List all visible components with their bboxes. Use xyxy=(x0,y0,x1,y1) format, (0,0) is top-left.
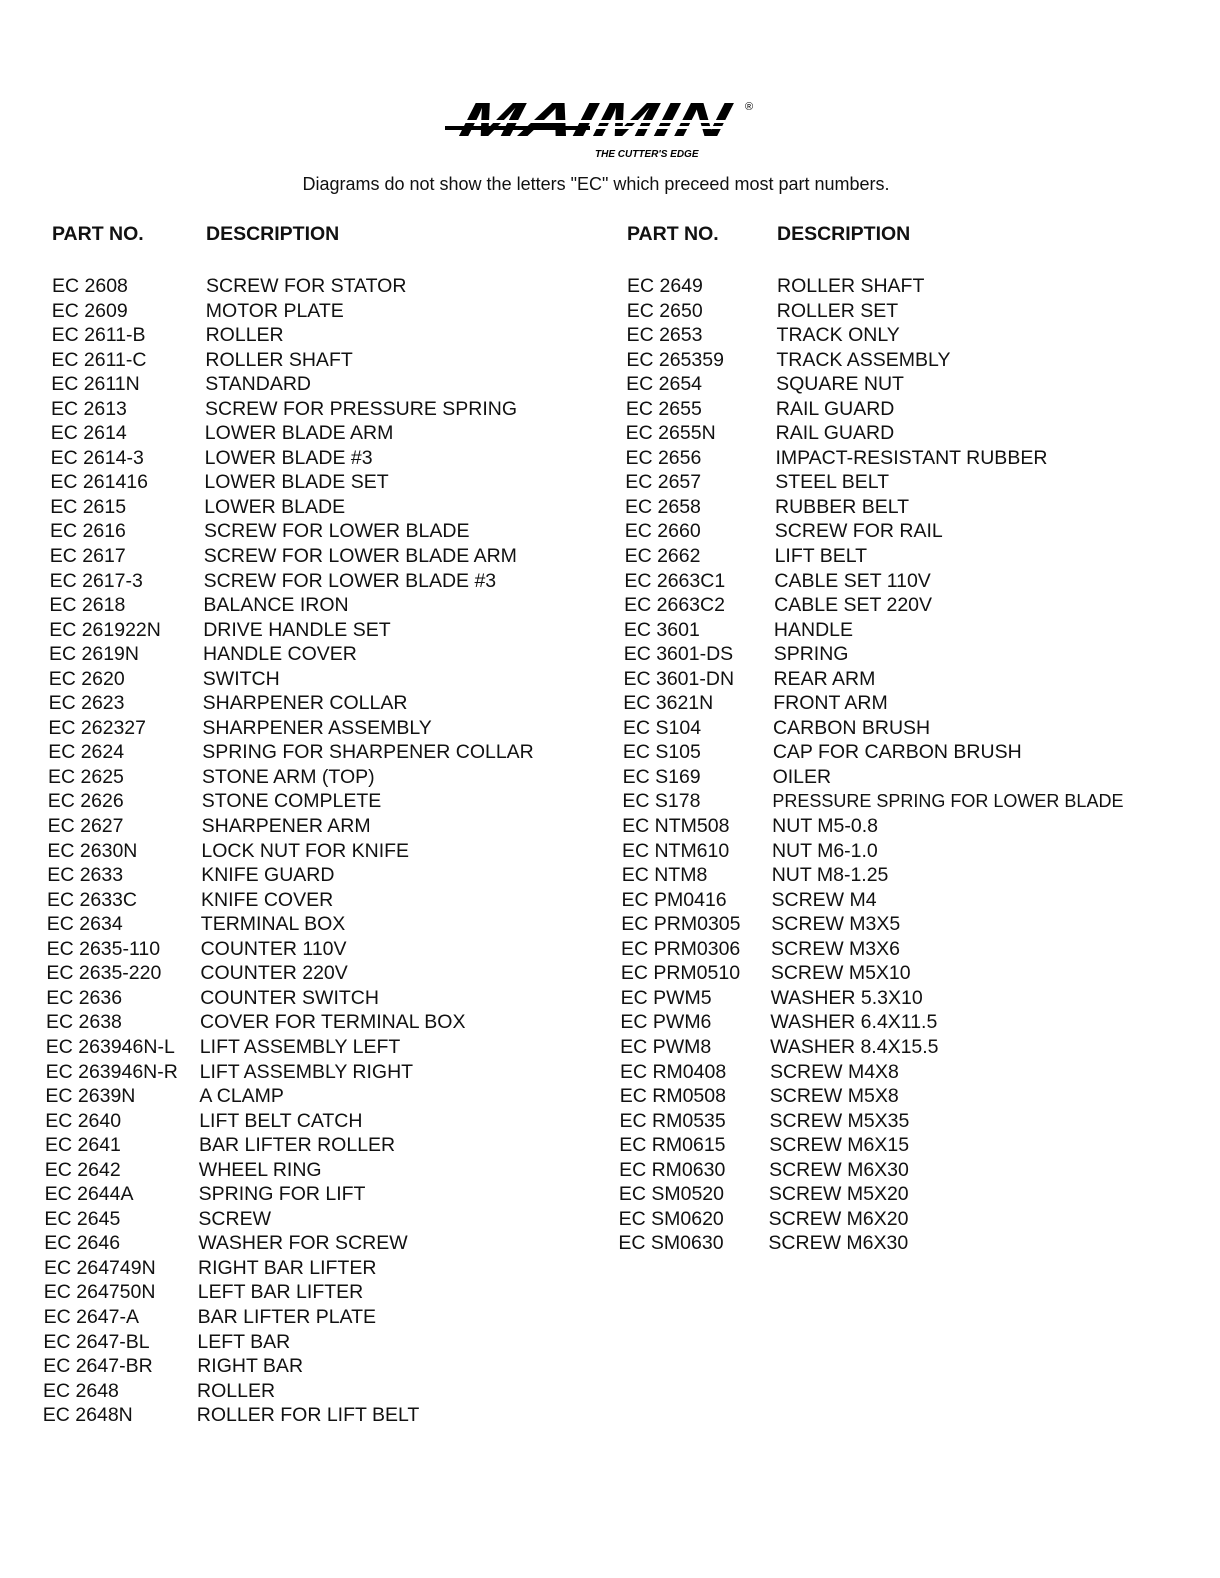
part-row xyxy=(626,372,1206,397)
part-number: EC 2640 xyxy=(45,1109,122,1132)
part-description: SPRING FOR LIFT xyxy=(198,1183,366,1206)
part-description: SCREW M6X15 xyxy=(769,1134,910,1157)
part-description: RAIL GUARD xyxy=(775,422,895,445)
part-description: LIFT ASSEMBLY RIGHT xyxy=(199,1060,414,1083)
part-description: BALANCE IRON xyxy=(203,594,349,617)
logo-tagline: THE CUTTER'S EDGE xyxy=(595,149,699,160)
part-number: EC NTM8 xyxy=(621,864,708,887)
part-row xyxy=(48,740,608,765)
part-description: HANDLE xyxy=(773,618,854,641)
part-row xyxy=(49,618,609,643)
part-description: SCREW xyxy=(198,1207,271,1230)
part-description: RIGHT BAR xyxy=(197,1355,304,1378)
part-row xyxy=(621,961,1201,986)
part-number: EC 2623 xyxy=(48,692,125,715)
part-number: EC S105 xyxy=(622,741,701,764)
part-number: EC 264750N xyxy=(43,1281,156,1304)
part-description: ROLLER SHAFT xyxy=(205,348,353,371)
part-description: LOWER BLADE xyxy=(204,495,346,518)
part-description: CARBON BRUSH xyxy=(773,716,931,739)
part-row xyxy=(627,299,1207,324)
part-row xyxy=(49,593,609,618)
part-number: EC 2617-3 xyxy=(49,569,143,592)
part-description: BAR LIFTER PLATE xyxy=(197,1305,377,1328)
part-row xyxy=(623,716,1203,741)
part-row xyxy=(52,323,612,348)
part-number: EC 263946N-R xyxy=(45,1060,178,1083)
maimin-logo xyxy=(445,92,765,162)
part-number: EC 2625 xyxy=(48,765,124,788)
part-row xyxy=(624,569,1204,594)
part-description: SHARPENER COLLAR xyxy=(202,692,408,715)
part-number: EC 2645 xyxy=(44,1207,121,1230)
part-description: COVER FOR TERMINAL BOX xyxy=(200,1011,466,1034)
part-description: TERMINAL BOX xyxy=(200,913,346,936)
part-description: LIFT BELT CATCH xyxy=(199,1109,363,1132)
part-number: EC 2624 xyxy=(48,741,125,764)
part-row xyxy=(47,937,607,962)
part-number: EC 2627 xyxy=(47,815,124,838)
part-description: SCREW M4X8 xyxy=(769,1060,899,1083)
part-description: WASHER FOR SCREW xyxy=(198,1232,408,1255)
part-description: RIGHT BAR LIFTER xyxy=(198,1256,377,1279)
parts-column-left xyxy=(42,222,612,1428)
part-description: WASHER 6.4X11.5 xyxy=(770,1011,938,1034)
part-description: SPRING FOR SHARPENER COLLAR xyxy=(202,741,534,764)
part-row xyxy=(48,716,608,741)
part-description: RUBBER BELT xyxy=(775,495,910,518)
part-description: FRONT ARM xyxy=(773,692,888,715)
part-number: EC 2616 xyxy=(50,520,126,543)
part-row xyxy=(623,691,1203,716)
part-number: EC 2608 xyxy=(52,275,128,297)
part-row xyxy=(45,1084,605,1109)
part-row xyxy=(44,1280,604,1305)
part-number: EC 2657 xyxy=(625,471,702,494)
part-row xyxy=(623,765,1203,790)
part-number: EC 2655 xyxy=(625,397,702,420)
description-header: DESCRIPTION xyxy=(206,223,340,245)
part-description: SCREW FOR LOWER BLADE xyxy=(204,520,470,543)
part-row xyxy=(626,348,1206,373)
part-description: SCREW FOR PRESSURE SPRING xyxy=(205,397,518,420)
part-number: EC 2642 xyxy=(44,1158,121,1181)
part-row xyxy=(625,544,1205,569)
part-description: SCREW M5X8 xyxy=(769,1085,899,1108)
part-row xyxy=(620,1084,1200,1109)
part-number: EC 2647-BR xyxy=(43,1355,153,1378)
part-row xyxy=(51,348,611,373)
part-row xyxy=(623,667,1203,692)
part-number: EC 2639N xyxy=(45,1085,136,1108)
part-row xyxy=(622,863,1202,888)
part-row xyxy=(621,937,1201,962)
part-row xyxy=(43,1379,603,1404)
part-description: STANDARD xyxy=(205,373,312,396)
part-description: SCREW FOR STATOR xyxy=(206,275,407,297)
description-header: DESCRIPTION xyxy=(777,223,911,245)
part-row xyxy=(625,446,1205,471)
part-row xyxy=(51,421,611,446)
part-row xyxy=(45,1182,605,1207)
part-number: EC S169 xyxy=(622,765,701,788)
part-row xyxy=(49,642,609,667)
part-number: EC 261416 xyxy=(50,471,148,494)
part-number: EC 2611N xyxy=(51,373,140,396)
part-number: EC 2620 xyxy=(48,667,125,690)
column-headers xyxy=(627,222,1207,274)
part-description: RAIL GUARD xyxy=(775,397,895,420)
part-description: ROLLER FOR LIFT BELT xyxy=(196,1404,420,1427)
part-row xyxy=(43,1330,603,1355)
part-description: SCREW M5X10 xyxy=(770,962,911,985)
part-row xyxy=(46,1010,606,1035)
part-row xyxy=(44,1305,604,1330)
part-description: SPRING xyxy=(773,643,849,666)
part-row xyxy=(48,814,608,839)
part-number: EC 2609 xyxy=(51,299,128,322)
column-headers xyxy=(52,222,612,274)
part-no-header: PART NO. xyxy=(52,223,144,245)
part-number: EC 2646 xyxy=(44,1232,121,1255)
part-row xyxy=(625,519,1205,544)
part-number: EC PRM0305 xyxy=(621,913,741,936)
part-row xyxy=(621,912,1201,937)
part-row xyxy=(47,888,607,913)
part-description: CABLE SET 220V xyxy=(774,594,933,617)
part-description: ROLLER SHAFT xyxy=(777,275,925,297)
part-number: EC 2663C2 xyxy=(624,594,725,617)
part-no-header: PART NO. xyxy=(627,223,719,245)
part-description: NUT M5-0.8 xyxy=(772,815,879,838)
part-row xyxy=(622,839,1202,864)
part-row xyxy=(623,740,1203,765)
part-row xyxy=(622,789,1202,814)
part-number: EC 2617 xyxy=(49,545,126,568)
part-row xyxy=(46,1060,606,1085)
part-description: BAR LIFTER ROLLER xyxy=(199,1134,396,1157)
part-row xyxy=(622,888,1202,913)
part-number: EC PRM0510 xyxy=(620,962,741,985)
part-number: EC 2635-220 xyxy=(46,962,162,985)
part-row xyxy=(627,274,1207,299)
part-row xyxy=(52,274,612,299)
part-number: EC RM0408 xyxy=(619,1060,727,1083)
part-row xyxy=(50,519,610,544)
part-description: ROLLER SET xyxy=(776,299,899,322)
part-row xyxy=(49,667,609,692)
part-row xyxy=(43,1354,603,1379)
part-row xyxy=(46,986,606,1011)
part-description: WASHER 8.4X15.5 xyxy=(770,1035,939,1058)
part-number: EC 3621N xyxy=(623,692,714,715)
part-row xyxy=(625,495,1205,520)
part-row xyxy=(625,470,1205,495)
part-number: EC 2649 xyxy=(627,275,703,297)
part-description: SCREW FOR LOWER BLADE #3 xyxy=(203,569,497,592)
part-number: EC 2647-BL xyxy=(43,1330,150,1353)
part-row xyxy=(50,470,610,495)
part-number: EC PWM8 xyxy=(620,1035,712,1058)
part-description: SCREW M6X30 xyxy=(768,1232,909,1255)
part-number: EC 3601-DN xyxy=(623,667,735,690)
part-description: SCREW M3X5 xyxy=(771,913,901,936)
part-description: REAR ARM xyxy=(773,667,876,690)
part-row xyxy=(44,1231,604,1256)
part-description: STEEL BELT xyxy=(775,471,890,494)
part-number: EC 262327 xyxy=(48,716,146,739)
part-number: EC 2653 xyxy=(626,324,703,347)
part-number: EC RM0630 xyxy=(619,1158,726,1181)
part-description: CAP FOR CARBON BRUSH xyxy=(772,741,1022,764)
part-description: CABLE SET 110V xyxy=(774,569,931,592)
part-row xyxy=(619,1207,1199,1232)
part-number: EC 2633C xyxy=(47,888,137,911)
part-description: STONE COMPLETE xyxy=(201,790,382,813)
part-number: EC RM0615 xyxy=(619,1134,726,1157)
part-number: EC 2611-C xyxy=(51,348,147,371)
part-row xyxy=(620,1035,1200,1060)
part-description: LIFT BELT xyxy=(774,545,868,568)
part-number: EC 2611-B xyxy=(51,324,146,347)
part-description: WASHER 5.3X10 xyxy=(770,986,923,1009)
part-number: EC PRM0306 xyxy=(621,937,741,960)
part-number: EC SM0630 xyxy=(618,1232,724,1255)
part-row xyxy=(619,1158,1199,1183)
part-number: EC 2654 xyxy=(626,373,703,396)
part-row xyxy=(48,765,608,790)
part-number: EC S104 xyxy=(623,716,702,739)
part-description: KNIFE GUARD xyxy=(201,864,335,887)
part-number: EC 2650 xyxy=(626,299,703,322)
part-description: LOCK NUT FOR KNIFE xyxy=(201,839,410,862)
part-description: DRIVE HANDLE SET xyxy=(203,618,391,641)
part-number: EC 263946N-L xyxy=(45,1035,175,1058)
part-description: COUNTER SWITCH xyxy=(200,986,379,1009)
part-description: SCREW M6X20 xyxy=(768,1207,909,1230)
part-description: ROLLER xyxy=(197,1379,276,1402)
part-description: WHEEL RING xyxy=(198,1158,322,1181)
part-number: EC 2638 xyxy=(46,1011,122,1034)
part-number: EC 2619N xyxy=(49,643,139,666)
part-number: EC 2635-110 xyxy=(46,937,161,960)
part-number: EC PM0416 xyxy=(621,888,727,911)
part-description: SCREW FOR LOWER BLADE ARM xyxy=(203,545,517,568)
part-number: EC 2662 xyxy=(624,545,701,568)
part-row xyxy=(47,839,607,864)
part-number: EC 2636 xyxy=(46,986,123,1009)
part-description: SCREW M6X30 xyxy=(769,1158,909,1181)
part-row xyxy=(51,372,611,397)
part-row xyxy=(46,1035,606,1060)
part-description: NUT M8-1.25 xyxy=(771,864,889,887)
part-number: EC NTM610 xyxy=(621,839,730,862)
part-number: EC 2618 xyxy=(49,594,126,617)
part-number: EC 2614-3 xyxy=(50,446,144,469)
registered-mark: ® xyxy=(745,101,754,113)
part-row xyxy=(622,814,1202,839)
part-description: TRACK ONLY xyxy=(776,324,900,347)
part-row xyxy=(619,1182,1199,1207)
part-row xyxy=(620,1010,1200,1035)
part-number: EC 2633 xyxy=(47,864,124,887)
part-row xyxy=(46,961,606,986)
part-row xyxy=(620,1109,1200,1134)
part-number: EC SM0620 xyxy=(618,1207,724,1230)
part-number: EC PWM5 xyxy=(620,986,712,1009)
part-row xyxy=(44,1207,604,1232)
part-number: EC NTM508 xyxy=(622,815,730,838)
part-row xyxy=(43,1403,603,1428)
part-number: EC S178 xyxy=(622,790,701,813)
part-number: EC PWM6 xyxy=(620,1011,712,1034)
part-description: LEFT BAR LIFTER xyxy=(197,1281,364,1304)
part-description: PRESSURE SPRING FOR LOWER BLADE xyxy=(772,791,1124,812)
part-description: LOWER BLADE SET xyxy=(204,471,389,494)
part-number: EC 2626 xyxy=(47,790,124,813)
part-row xyxy=(626,397,1206,422)
part-row xyxy=(50,569,610,594)
part-description: TRACK ASSEMBLY xyxy=(776,348,951,371)
part-row xyxy=(620,1060,1200,1085)
part-number: EC 264749N xyxy=(44,1256,156,1279)
part-row xyxy=(44,1256,604,1281)
part-number: EC 2641 xyxy=(45,1134,121,1157)
part-description: SCREW M5X35 xyxy=(769,1109,910,1132)
part-description: SHARPENER ASSEMBLY xyxy=(202,716,432,739)
part-row xyxy=(50,495,610,520)
part-row xyxy=(51,397,611,422)
part-number: EC 261922N xyxy=(49,618,161,641)
part-description: SHARPENER ARM xyxy=(201,815,371,838)
part-description: LOWER BLADE ARM xyxy=(204,422,394,445)
part-description: NUT M6-1.0 xyxy=(771,839,878,862)
parts-list-right xyxy=(618,274,1207,1256)
parts-column-right xyxy=(618,222,1207,1256)
part-row xyxy=(624,593,1204,618)
part-row xyxy=(51,446,611,471)
part-number: EC SM0520 xyxy=(618,1183,725,1206)
part-number: EC RM0535 xyxy=(619,1109,726,1132)
part-row xyxy=(45,1158,605,1183)
part-row xyxy=(627,323,1207,348)
part-description: KNIFE COVER xyxy=(201,888,334,911)
part-number: EC 265359 xyxy=(626,348,724,371)
part-row xyxy=(618,1231,1198,1256)
part-row xyxy=(619,1133,1199,1158)
part-description: STONE ARM (TOP) xyxy=(202,765,375,788)
parts-list-left xyxy=(42,274,612,1428)
part-row xyxy=(621,986,1201,1011)
part-number: EC 2663C1 xyxy=(624,569,726,592)
part-description: COUNTER 220V xyxy=(200,962,348,985)
part-description: SCREW FOR RAIL xyxy=(774,520,943,543)
part-row xyxy=(624,642,1204,667)
part-description: ROLLER xyxy=(205,324,284,347)
part-description: OILER xyxy=(772,765,832,788)
part-number: EC RM0508 xyxy=(619,1085,726,1108)
part-description: LEFT BAR xyxy=(197,1330,291,1353)
part-number: EC 2648 xyxy=(43,1379,119,1402)
part-description: SWITCH xyxy=(202,667,280,690)
part-row xyxy=(49,691,609,716)
part-number: EC 2658 xyxy=(625,495,701,518)
part-number: EC 3601 xyxy=(623,618,700,641)
part-row xyxy=(48,789,608,814)
part-description: HANDLE COVER xyxy=(203,643,357,666)
part-number: EC 2630N xyxy=(47,839,138,862)
part-description: LIFT ASSEMBLY LEFT xyxy=(199,1035,401,1058)
part-number: EC 2644A xyxy=(44,1183,134,1206)
part-row xyxy=(52,299,612,324)
part-row xyxy=(50,544,610,569)
part-number: EC 2614 xyxy=(50,422,127,445)
part-description: SCREW M4 xyxy=(771,888,877,911)
part-row xyxy=(47,863,607,888)
part-number: EC 2634 xyxy=(46,913,123,936)
part-description: A CLAMP xyxy=(199,1085,284,1108)
part-number: EC 3601-DS xyxy=(623,643,734,666)
part-description: COUNTER 110V xyxy=(200,937,347,960)
part-row xyxy=(47,912,607,937)
part-number: EC 2648N xyxy=(42,1404,133,1427)
part-number: EC 2613 xyxy=(51,397,127,420)
part-description: SCREW M5X20 xyxy=(768,1183,909,1206)
part-row xyxy=(45,1109,605,1134)
part-description: SQUARE NUT xyxy=(776,373,904,396)
part-row xyxy=(45,1133,605,1158)
part-row xyxy=(626,421,1206,446)
part-description: IMPACT-RESISTANT RUBBER xyxy=(775,446,1048,469)
part-number: EC 2660 xyxy=(624,520,701,543)
subtitle-note: Diagrams do not show the letters "EC" which preceed most part numbers. xyxy=(302,174,890,194)
part-row xyxy=(624,618,1204,643)
part-number: EC 2615 xyxy=(50,495,127,518)
part-description: SCREW M3X6 xyxy=(771,937,901,960)
part-number: EC 2656 xyxy=(625,446,702,469)
part-number: EC 2655N xyxy=(625,422,716,445)
part-number: EC 2647-A xyxy=(43,1305,139,1328)
part-description: LOWER BLADE #3 xyxy=(204,446,373,469)
part-description: MOTOR PLATE xyxy=(205,299,344,322)
